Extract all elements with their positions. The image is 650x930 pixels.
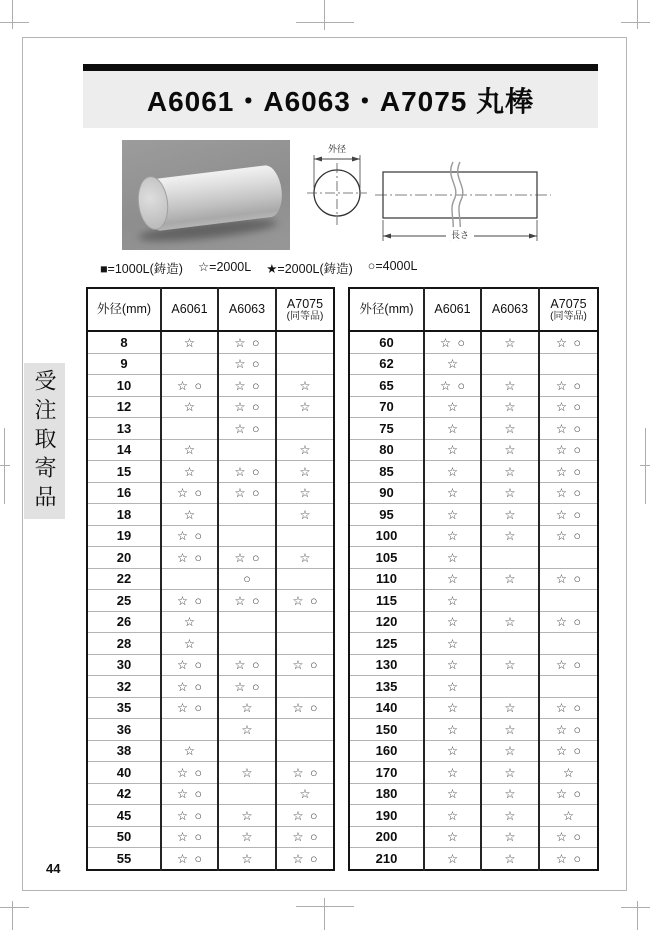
col-header-a6063: A6063 (481, 288, 539, 331)
table-row (349, 482, 598, 504)
table-row (87, 805, 334, 827)
size-cell: 110 (349, 568, 424, 590)
availability-cell-a6061: ☆ ○ (161, 590, 218, 612)
availability-cell-a6063: ☆ (481, 826, 539, 848)
availability-cell-a7075: ☆ ○ (539, 697, 598, 719)
table-row (349, 783, 598, 805)
availability-cell-a6061: ☆ (161, 633, 218, 655)
availability-cell-a6063: ☆ ○ (218, 331, 276, 353)
availability-cell-a6061 (161, 568, 218, 590)
legend-item-2000L-cast: ★=2000L(鋳造) (266, 262, 353, 276)
table-row (349, 740, 598, 762)
availability-cell-a6063: ☆ (481, 418, 539, 440)
table-row (349, 762, 598, 784)
availability-cell-a7075: ☆ (276, 783, 334, 805)
availability-cell-a6063 (218, 525, 276, 547)
col-header-a6063: A6063 (218, 288, 276, 331)
availability-cell-a6063: ☆ (481, 762, 539, 784)
col-header-a6061: A6061 (424, 288, 481, 331)
size-cell: 25 (87, 590, 161, 612)
availability-cell-a7075 (539, 676, 598, 698)
table-row (349, 353, 598, 375)
availability-cell-a6063: ☆ (481, 525, 539, 547)
availability-cell-a6061: ☆ ○ (161, 525, 218, 547)
size-cell: 16 (87, 482, 161, 504)
availability-cell-a6063: ☆ (481, 461, 539, 483)
availability-cell-a6061 (161, 353, 218, 375)
table-body-left (87, 331, 334, 870)
availability-cell-a6061: ☆ (424, 590, 481, 612)
availability-cell-a6063 (481, 547, 539, 569)
size-cell: 12 (87, 396, 161, 418)
size-cell: 80 (349, 439, 424, 461)
availability-cell-a7075: ☆ ○ (276, 697, 334, 719)
table-row (87, 719, 334, 741)
product-photo (122, 140, 290, 250)
table-row (87, 353, 334, 375)
availability-cell-a6063: ☆ ○ (218, 676, 276, 698)
table-row (349, 331, 598, 353)
page-title-bar (83, 71, 598, 128)
size-cell: 75 (349, 418, 424, 440)
col-header-a6061: A6061 (161, 288, 218, 331)
availability-cell-a7075: ☆ ○ (276, 590, 334, 612)
col-header-a7075: A7075 (同等品) (276, 288, 334, 331)
size-cell: 160 (349, 740, 424, 762)
availability-cell-a7075: ☆ (276, 547, 334, 569)
size-cell: 22 (87, 568, 161, 590)
availability-cell-a6061: ☆ ○ (161, 805, 218, 827)
legend-item-4000L: ○=4000L (367, 259, 418, 273)
table-row (349, 826, 598, 848)
availability-cell-a7075: ☆ (276, 439, 334, 461)
availability-cell-a6061: ☆ (424, 826, 481, 848)
availability-cell-a7075: ☆ ○ (539, 826, 598, 848)
availability-cell-a6061: ☆ ○ (424, 331, 481, 353)
availability-cell-a7075: ☆ ○ (539, 848, 598, 870)
size-cell: 180 (349, 783, 424, 805)
availability-cell-a6063: ☆ ○ (218, 418, 276, 440)
table-row (87, 396, 334, 418)
table-row (87, 331, 334, 353)
availability-cell-a6063 (481, 633, 539, 655)
availability-cell-a6061: ☆ (424, 676, 481, 698)
size-cell: 20 (87, 547, 161, 569)
availability-cell-a6063: ☆ (481, 396, 539, 418)
availability-cell-a6063: ☆ (218, 805, 276, 827)
col-header-size: 外径(mm) (349, 288, 424, 331)
availability-cell-a6063 (218, 439, 276, 461)
table-row (87, 590, 334, 612)
table-row (349, 654, 598, 676)
size-cell: 210 (349, 848, 424, 870)
availability-cell-a6061: ☆ (424, 611, 481, 633)
availability-cell-a6061: ☆ ○ (161, 783, 218, 805)
availability-cell-a7075 (539, 590, 598, 612)
availability-cell-a6061: ☆ (424, 633, 481, 655)
availability-cell-a6061: ☆ (424, 418, 481, 440)
size-cell: 170 (349, 762, 424, 784)
availability-cell-a6063: ☆ ○ (218, 396, 276, 418)
availability-cell-a7075: ☆ (539, 805, 598, 827)
availability-cell-a7075: ☆ ○ (539, 719, 598, 741)
size-cell: 30 (87, 654, 161, 676)
size-legend (100, 259, 417, 277)
availability-cell-a6063: ☆ (218, 848, 276, 870)
table-row (87, 482, 334, 504)
table-row (349, 461, 598, 483)
size-cell: 50 (87, 826, 161, 848)
availability-cell-a6063 (218, 783, 276, 805)
table-row (87, 633, 334, 655)
table-row (87, 676, 334, 698)
diameter-label: 外径 (327, 144, 347, 154)
table-row (87, 740, 334, 762)
table-row (349, 697, 598, 719)
availability-cell-a6061: ☆ (424, 783, 481, 805)
availability-cell-a6061: ☆ ○ (161, 826, 218, 848)
size-cell: 35 (87, 697, 161, 719)
availability-cell-a6061: ☆ (424, 353, 481, 375)
availability-cell-a6061: ☆ (424, 547, 481, 569)
availability-cell-a6063 (218, 611, 276, 633)
availability-cell-a6061: ☆ (424, 525, 481, 547)
size-cell: 42 (87, 783, 161, 805)
availability-cell-a7075: ☆ ○ (539, 461, 598, 483)
table-row (349, 590, 598, 612)
order-category-tab (24, 363, 65, 519)
availability-cell-a6061: ☆ (161, 461, 218, 483)
size-cell: 40 (87, 762, 161, 784)
availability-cell-a6063: ☆ (481, 331, 539, 353)
availability-cell-a6063: ☆ ○ (218, 482, 276, 504)
availability-cell-a7075 (539, 547, 598, 569)
table-row (87, 611, 334, 633)
availability-cell-a7075 (276, 633, 334, 655)
table-row (87, 697, 334, 719)
size-cell: 28 (87, 633, 161, 655)
size-cell: 125 (349, 633, 424, 655)
size-cell: 55 (87, 848, 161, 870)
availability-cell-a6063: ☆ (481, 783, 539, 805)
availability-cell-a6061: ☆ (424, 482, 481, 504)
table-row (349, 719, 598, 741)
table-row (349, 568, 598, 590)
availability-cell-a6063: ☆ (481, 439, 539, 461)
availability-cell-a6061: ☆ ○ (161, 375, 218, 397)
size-cell: 19 (87, 525, 161, 547)
availability-cell-a6063: ☆ ○ (218, 590, 276, 612)
availability-cell-a6061: ☆ (424, 654, 481, 676)
availability-cell-a6063: ☆ (218, 697, 276, 719)
table-row (87, 848, 334, 870)
availability-cell-a6063 (218, 504, 276, 526)
availability-cell-a6063: ☆ (481, 805, 539, 827)
table-row (87, 783, 334, 805)
availability-cell-a7075 (276, 568, 334, 590)
availability-cell-a7075: ☆ (276, 396, 334, 418)
size-cell: 15 (87, 461, 161, 483)
availability-cell-a6061: ☆ ○ (161, 697, 218, 719)
size-cell: 9 (87, 353, 161, 375)
availability-cell-a6063: ☆ (481, 848, 539, 870)
table-row (87, 418, 334, 440)
size-cell: 95 (349, 504, 424, 526)
size-cell: 115 (349, 590, 424, 612)
availability-cell-a6061: ☆ ○ (161, 547, 218, 569)
availability-cell-a6061: ☆ (424, 504, 481, 526)
availability-cell-a6063: ☆ ○ (218, 654, 276, 676)
availability-cell-a6061: ☆ (161, 504, 218, 526)
size-cell: 100 (349, 525, 424, 547)
table-row (349, 504, 598, 526)
availability-cell-a6063: ☆ (481, 504, 539, 526)
table-row (87, 439, 334, 461)
table-row (87, 568, 334, 590)
availability-cell-a7075: ☆ ○ (539, 611, 598, 633)
size-cell: 105 (349, 547, 424, 569)
table-row (349, 676, 598, 698)
availability-cell-a6063: ☆ ○ (218, 461, 276, 483)
size-cell: 13 (87, 418, 161, 440)
availability-cell-a6061: ☆ ○ (161, 848, 218, 870)
availability-cell-a6061: ☆ (161, 611, 218, 633)
availability-cell-a7075 (276, 676, 334, 698)
availability-cell-a6061: ☆ (424, 762, 481, 784)
availability-cell-a7075: ☆ (276, 504, 334, 526)
availability-cell-a7075 (276, 611, 334, 633)
size-cell: 120 (349, 611, 424, 633)
availability-cell-a7075: ☆ ○ (539, 504, 598, 526)
availability-cell-a6063: ☆ (218, 762, 276, 784)
availability-cell-a6061: ☆ (424, 396, 481, 418)
availability-cell-a6061: ☆ (424, 848, 481, 870)
table-row (87, 525, 334, 547)
size-cell: 135 (349, 676, 424, 698)
size-cell: 190 (349, 805, 424, 827)
availability-cell-a6063 (218, 633, 276, 655)
availability-cell-a7075 (276, 353, 334, 375)
availability-cell-a6063: ☆ (218, 719, 276, 741)
availability-cell-a7075: ☆ ○ (539, 740, 598, 762)
size-table-left (86, 287, 335, 871)
availability-cell-a7075: ☆ (276, 375, 334, 397)
header-row (349, 288, 598, 331)
availability-cell-a7075: ☆ ○ (539, 439, 598, 461)
availability-cell-a7075: ☆ ○ (539, 418, 598, 440)
table-row (87, 375, 334, 397)
availability-cell-a6061: ☆ ○ (161, 762, 218, 784)
order-category-label: 受注取寄品 (32, 368, 57, 514)
table-row (349, 611, 598, 633)
size-cell: 130 (349, 654, 424, 676)
page-title: A6061・A6063・A7075 丸棒 (146, 85, 535, 117)
table-row (87, 547, 334, 569)
availability-cell-a7075: ☆ ○ (276, 654, 334, 676)
availability-cell-a6061: ☆ (424, 568, 481, 590)
col-header-a7075: A7075 (同等品) (539, 288, 598, 331)
availability-cell-a6061: ☆ (424, 805, 481, 827)
table-body-right (349, 331, 598, 870)
availability-cell-a6061: ☆ (161, 396, 218, 418)
availability-cell-a6061: ☆ ○ (161, 482, 218, 504)
availability-cell-a6061 (161, 418, 218, 440)
size-table-right (348, 287, 599, 871)
availability-cell-a6063: ☆ (481, 719, 539, 741)
table-row (349, 375, 598, 397)
availability-cell-a7075 (276, 719, 334, 741)
size-cell: 38 (87, 740, 161, 762)
availability-cell-a7075: ☆ ○ (539, 331, 598, 353)
size-cell: 32 (87, 676, 161, 698)
size-cell: 90 (349, 482, 424, 504)
legend-item-2000L: ☆=2000L (197, 260, 252, 274)
table-row (87, 461, 334, 483)
availability-cell-a6061: ☆ (424, 439, 481, 461)
col-header-size: 外径(mm) (87, 288, 161, 331)
availability-cell-a6063: ☆ ○ (218, 353, 276, 375)
size-cell: 14 (87, 439, 161, 461)
availability-cell-a7075 (539, 633, 598, 655)
table-row (349, 439, 598, 461)
size-cell: 85 (349, 461, 424, 483)
size-cell: 62 (349, 353, 424, 375)
size-cell: 200 (349, 826, 424, 848)
size-cell: 60 (349, 331, 424, 353)
availability-cell-a6063: ☆ ○ (218, 547, 276, 569)
dimension-diagram (298, 142, 556, 247)
availability-cell-a6061: ☆ (161, 740, 218, 762)
availability-cell-a7075: ☆ ○ (276, 762, 334, 784)
availability-cell-a7075: ☆ ○ (539, 375, 598, 397)
size-cell: 36 (87, 719, 161, 741)
page-number: 44 (46, 861, 61, 876)
availability-cell-a6063: ☆ (481, 375, 539, 397)
legend-item-1000L: ■=1000L(鋳造) (100, 262, 183, 276)
size-cell: 45 (87, 805, 161, 827)
availability-cell-a6063 (481, 676, 539, 698)
size-cell: 26 (87, 611, 161, 633)
availability-cell-a6061: ☆ (161, 439, 218, 461)
availability-cell-a7075: ☆ ○ (539, 396, 598, 418)
availability-cell-a7075: ☆ ○ (539, 525, 598, 547)
size-cell: 8 (87, 331, 161, 353)
table-row (349, 396, 598, 418)
availability-cell-a6061: ☆ ○ (161, 654, 218, 676)
size-cell: 18 (87, 504, 161, 526)
availability-cell-a6061: ☆ (161, 331, 218, 353)
size-cell: 70 (349, 396, 424, 418)
availability-cell-a6063 (481, 590, 539, 612)
table-row (349, 547, 598, 569)
availability-cell-a7075: ☆ ○ (539, 654, 598, 676)
table-row (349, 418, 598, 440)
availability-cell-a6063: ○ (218, 568, 276, 590)
header-row (87, 288, 334, 331)
table-row (349, 633, 598, 655)
availability-cell-a7075 (276, 740, 334, 762)
availability-cell-a6063: ☆ (218, 826, 276, 848)
availability-cell-a6063: ☆ (481, 482, 539, 504)
availability-cell-a6061: ☆ ○ (424, 375, 481, 397)
table-row (349, 848, 598, 870)
availability-cell-a7075 (276, 525, 334, 547)
availability-cell-a6061: ☆ (424, 461, 481, 483)
table-row (349, 805, 598, 827)
availability-cell-a7075: ☆ ○ (276, 805, 334, 827)
availability-cell-a7075: ☆ ○ (276, 848, 334, 870)
availability-cell-a7075: ☆ ○ (539, 568, 598, 590)
availability-cell-a7075: ☆ (276, 482, 334, 504)
availability-cell-a7075: ☆ (276, 461, 334, 483)
size-cell: 140 (349, 697, 424, 719)
size-cell: 10 (87, 375, 161, 397)
availability-cell-a6061: ☆ (424, 719, 481, 741)
availability-cell-a6063 (218, 740, 276, 762)
availability-cell-a6061: ☆ (424, 740, 481, 762)
availability-cell-a6063: ☆ (481, 697, 539, 719)
availability-cell-a6061: ☆ ○ (161, 676, 218, 698)
availability-cell-a6063: ☆ ○ (218, 375, 276, 397)
table-row (87, 504, 334, 526)
availability-cell-a6061: ☆ (424, 697, 481, 719)
availability-cell-a7075 (276, 331, 334, 353)
title-top-rule (83, 64, 598, 71)
size-cell: 150 (349, 719, 424, 741)
availability-cell-a7075: ☆ ○ (539, 482, 598, 504)
table-row (87, 762, 334, 784)
availability-cell-a7075: ☆ ○ (276, 826, 334, 848)
availability-cell-a7075 (539, 353, 598, 375)
availability-cell-a6063 (481, 353, 539, 375)
table-row (349, 525, 598, 547)
size-cell: 65 (349, 375, 424, 397)
availability-cell-a6063: ☆ (481, 611, 539, 633)
table-row (87, 826, 334, 848)
availability-cell-a6063: ☆ (481, 740, 539, 762)
availability-cell-a7075 (276, 418, 334, 440)
availability-cell-a7075: ☆ (539, 762, 598, 784)
table-row (87, 654, 334, 676)
availability-cell-a7075: ☆ ○ (539, 783, 598, 805)
availability-cell-a6063: ☆ (481, 568, 539, 590)
availability-cell-a6061 (161, 719, 218, 741)
length-label: 長さ (450, 230, 470, 240)
availability-cell-a6063: ☆ (481, 654, 539, 676)
